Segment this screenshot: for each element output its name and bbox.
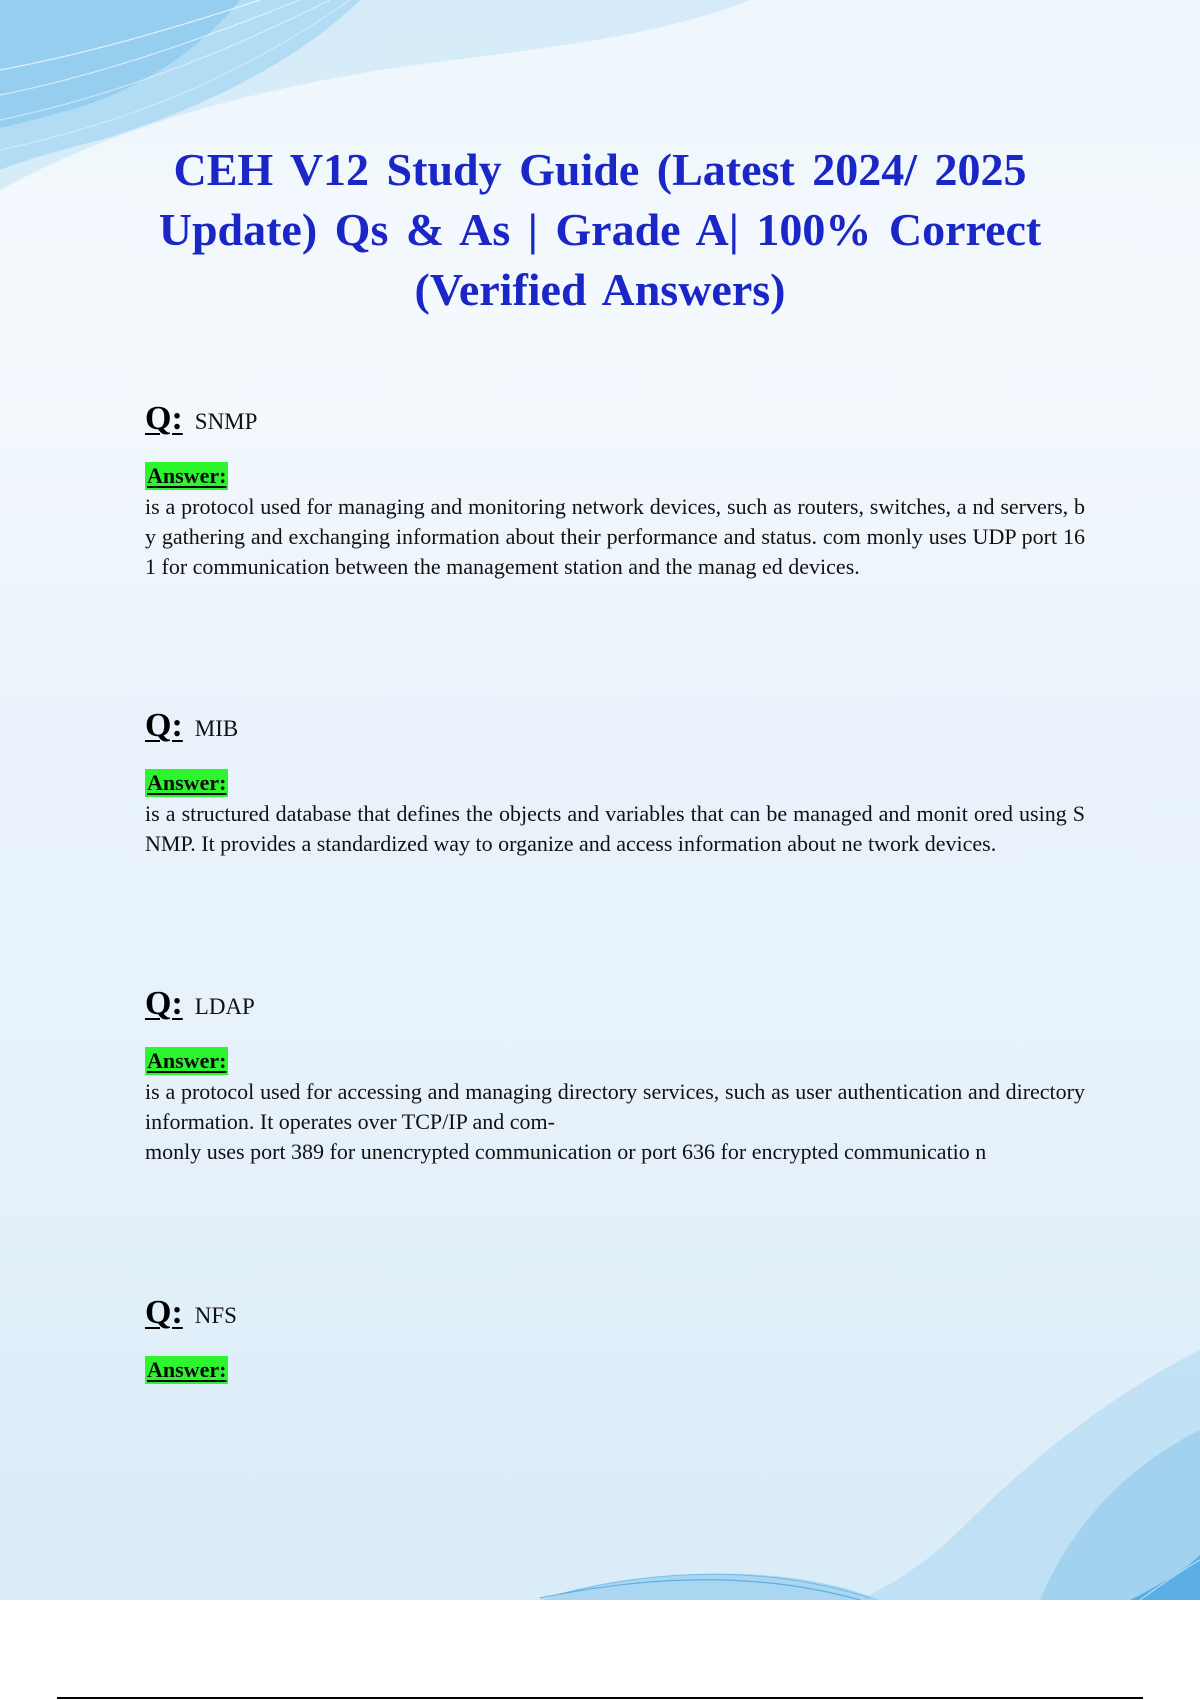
question-text: SNMP [194, 409, 258, 434]
question-line [145, 1294, 1085, 1334]
qa-item-snmp [145, 400, 1085, 582]
question-text: MIB [194, 716, 239, 741]
question-label: Q: [145, 400, 183, 437]
qa-item-nfs [145, 1294, 1085, 1386]
qa-item-ldap [145, 985, 1085, 1167]
question-line [145, 707, 1085, 747]
footer-divider [57, 1697, 1143, 1699]
answer-label: Answer: [147, 1357, 227, 1382]
answer-label: Answer: [147, 1048, 227, 1073]
document-title: CEH V12 Study Guide (Latest 2024/ 2025 Update) Qs & As | Grade A| 100% Correct (Verified Answers) [158, 144, 1042, 315]
question-label: Q: [145, 707, 183, 744]
answer-label: Answer: [147, 770, 227, 795]
question-label: Q: [145, 985, 183, 1022]
qa-item-mib [145, 707, 1085, 859]
answer-text: is a protocol used for accessing and managing directory services, such as user authentication and directory information. It operates over TCP/IP and com- monly uses port 389 for unencrypted communication or port 636 for encrypted communicatio n [145, 1079, 1085, 1164]
answer-text: is a structured database that defines the objects and variables that can be managed and monit ored using SNMP. It provides a standardized way to organize and access information about ne twork devices. [145, 801, 1085, 856]
question-line [145, 400, 1085, 440]
question-line [145, 985, 1085, 1025]
question-text: NFS [194, 1303, 237, 1328]
question-text: LDAP [194, 994, 255, 1019]
answer-label: Answer: [147, 463, 227, 488]
question-label: Q: [145, 1294, 183, 1331]
answer-text: is a protocol used for managing and monitoring network devices, such as routers, switches, a nd servers, by gathering and exchanging information about their performance and status. com monly uses UDP port 161 for communication between the management station and the manag ed devices. [145, 494, 1085, 579]
